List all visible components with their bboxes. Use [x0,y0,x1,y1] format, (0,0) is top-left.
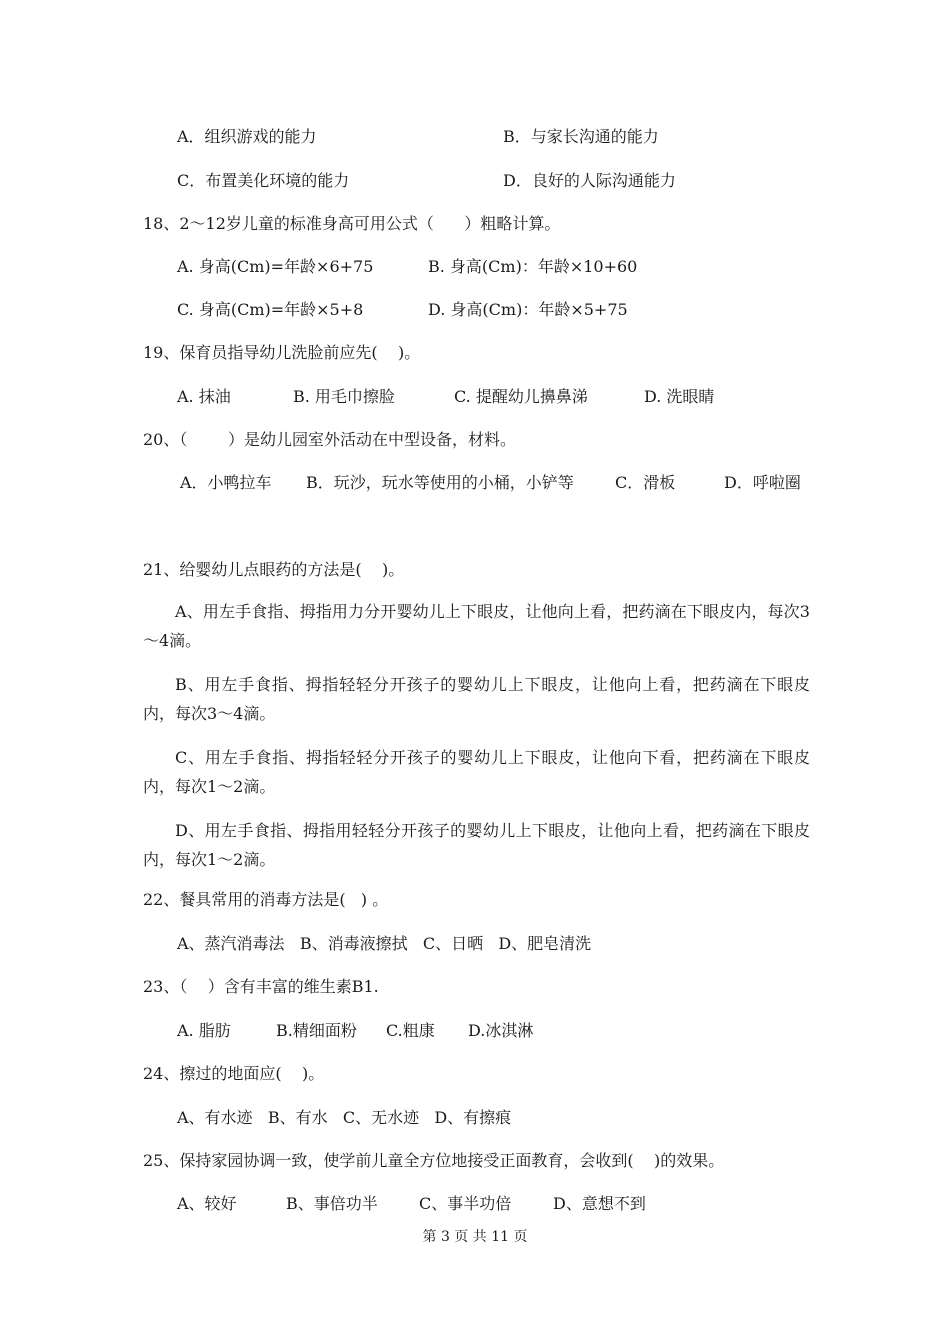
q19-option-d: D. 洗眼睛 [644,387,715,406]
q20-stem: 20、（ ）是幼儿园室外活动在中型设备，材料。 [143,430,517,449]
q24-stem: 24、擦过的地面应( )。 [143,1064,325,1083]
q23-option-b: B.精细面粉 [276,1021,357,1040]
q23-option-d: D.冰淇淋 [468,1021,534,1040]
q20-option-b: B．玩沙，玩水等使用的小桶，小铲等 [306,473,574,492]
q18-option-b: B. 身高(Cm)：年龄×10+60 [428,257,638,276]
q17-option-b: B．与家长沟通的能力 [503,127,659,146]
q25-option-c: C、事半功倍 [419,1194,512,1213]
q25-stem: 25、保持家园协调一致，使学前儿童全方位地接受正面教育，会收到( )的效果。 [143,1151,725,1170]
q21-option-a: A、用左手食指、拇指用力分开婴幼儿上下眼皮，让他向上看，把药滴在下眼皮内，每次3～4滴。 [143,602,810,650]
q21-stem: 21、给婴幼儿点眼药的方法是( )。 [143,560,405,579]
q23-option-c: C.粗康 [386,1021,435,1040]
q23-stem: 23、（ ）含有丰富的维生素B1. [143,977,379,996]
q19-stem: 19、保育员指导幼儿洗脸前应先( )。 [143,343,421,362]
q17-option-c: C．布置美化环境的能力 [177,171,350,190]
q18-option-a: A. 身高(Cm)=年龄×6+75 [177,257,374,276]
q20-option-c: C．滑板 [615,473,676,492]
q22-stem: 22、餐具常用的消毒方法是( ) 。 [143,890,389,909]
q25-option-a: A、较好 [177,1194,237,1213]
q18-option-c: C. 身高(Cm)=年龄×5+8 [177,300,364,319]
q25-option-d: D、意想不到 [553,1194,646,1213]
q23-option-a: A. 脂肪 [177,1021,231,1040]
q17-option-a: A．组织游戏的能力 [177,127,317,146]
q18-option-d: D. 身高(Cm)：年龄×5+75 [428,300,628,319]
q25-option-b: B、事倍功半 [286,1194,378,1213]
q20-option-a: A．小鸭拉车 [180,473,272,492]
q22-options: A、蒸汽消毒法 B、消毒液擦拭 C、日晒 D、肥皂清洗 [177,934,592,953]
q20-option-d: D．呼啦圈 [724,473,801,492]
q17-option-d: D．良好的人际沟通能力 [503,171,676,190]
q18-stem: 18、2～12岁儿童的标准身高可用公式（ ）粗略计算。 [143,214,561,233]
q24-options: A、有水迹 B、有水 C、无水迹 D、有擦痕 [177,1108,512,1127]
q21-option-b: B、用左手食指、拇指轻轻分开孩子的婴幼儿上下眼皮，让他向上看，把药滴在下眼皮内，每次3～4滴。 [143,675,810,723]
q21-option-d: D、用左手食指、拇指用轻轻分开孩子的婴幼儿上下眼皮，让他向上看，把药滴在下眼皮内，每次1～2滴。 [143,821,810,869]
page-number-footer: 第 3 页 共 11 页 [422,1229,528,1245]
q19-option-c: C. 提醒幼儿擤鼻涕 [454,387,588,406]
q19-option-a: A. 抹油 [177,387,231,406]
q19-option-b: B. 用毛巾擦脸 [293,387,395,406]
q21-option-c: C、用左手食指、拇指轻轻分开孩子的婴幼儿上下眼皮，让他向下看，把药滴在下眼皮内，每次1～2滴。 [143,748,810,796]
